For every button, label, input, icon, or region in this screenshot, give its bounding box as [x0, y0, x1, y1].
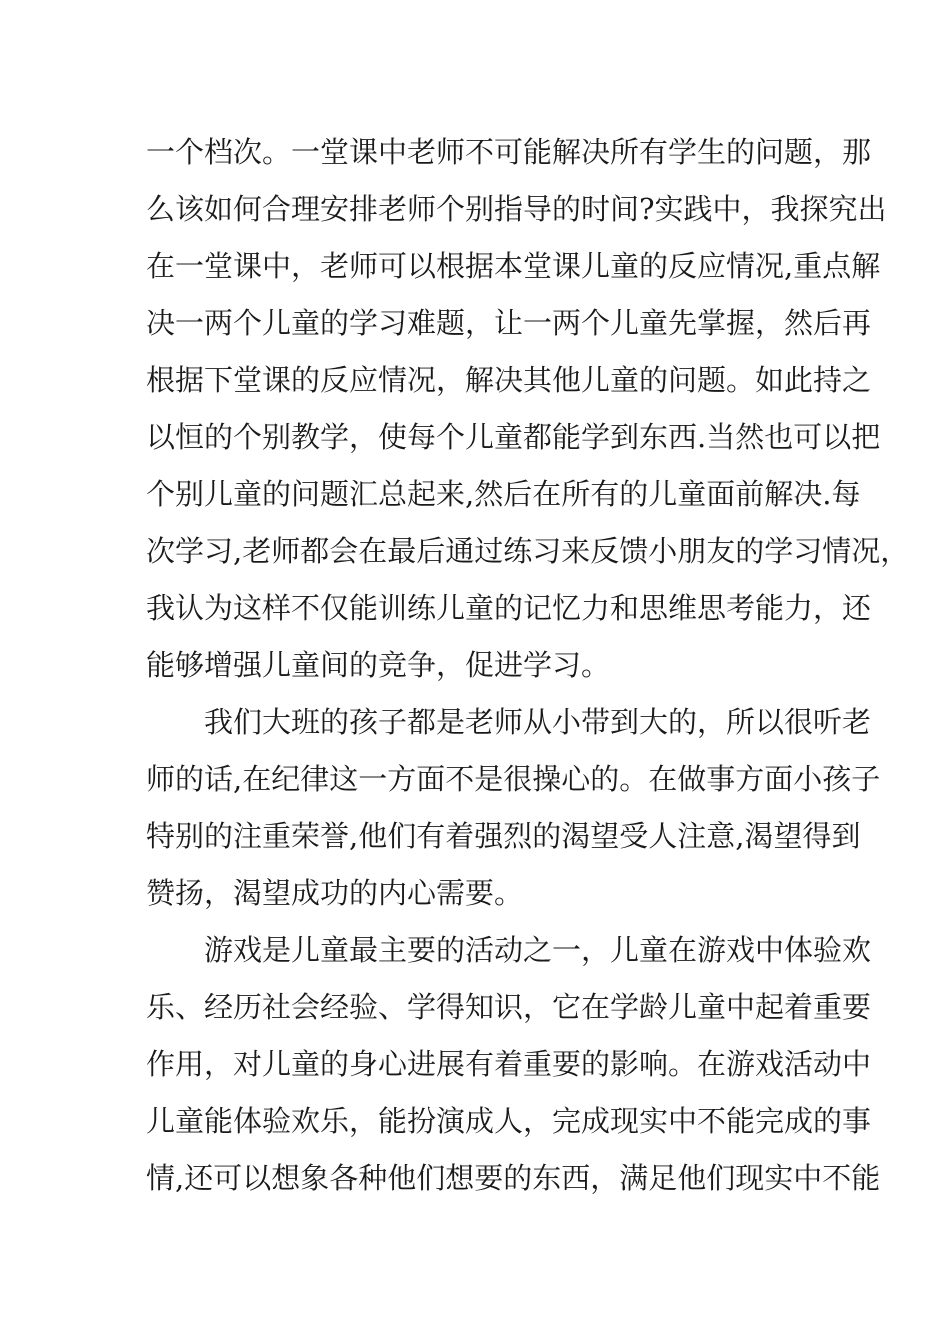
text-line-9: 我认为这样不仅能训练儿童的记忆力和思维思考能力，还 — [146, 591, 872, 625]
text-line-13: 特别的注重荣誉,他们有着强烈的渴望受人注意,渴望得到 — [146, 819, 861, 853]
text-line-5: 根据下堂课的反应情况，解决其他儿童的问题。如此持之 — [146, 363, 872, 397]
text-line-12: 师的话,在纪律这一方面不是很操心的。在做事方面小孩子 — [146, 762, 881, 796]
body-text — [146, 124, 910, 1207]
text-line-16: 乐、经历社会经验、学得知识，它在学龄儿童中起着重要 — [146, 990, 872, 1024]
text-line-15: 游戏是儿童最主要的活动之一，儿童在游戏中体验欢 — [204, 933, 872, 967]
text-line-7: 个别儿童的问题汇总起来,然后在所有的儿童面前解决.每 — [146, 477, 861, 511]
text-line-17: 作用，对儿童的身心进展有着重要的影响。在游戏活动中 — [146, 1047, 872, 1081]
text-line-6: 以恒的个别教学，使每个儿童都能学到东西.当然也可以把 — [146, 420, 881, 454]
text-line-8: 次学习,老师都会在最后通过练习来反馈小朋友的学习情况， — [146, 534, 910, 568]
text-line-1: 一个档次。一堂课中老师不可能解决所有学生的问题，那 — [146, 135, 872, 169]
text-line-10: 能够增强儿童间的竞争，促进学习。 — [146, 648, 611, 682]
text-line-14: 赞扬，渴望成功的内心需要。 — [146, 876, 524, 910]
text-line-18: 儿童能体验欢乐，能扮演成人，完成现实中不能完成的事 — [146, 1104, 872, 1138]
text-line-3: 在一堂课中，老师可以根据本堂课儿童的反应情况,重点解 — [146, 249, 881, 283]
text-line-19: 情,还可以想象各种他们想要的东西，满足他们现实中不能 — [146, 1161, 881, 1195]
text-line-11: 我们大班的孩子都是老师从小带到大的，所以很听老 — [204, 705, 872, 739]
text-line-2: 么该如何合理安排老师个别指导的时间?实践中，我探究出 — [146, 192, 887, 226]
text-line-4: 决一两个儿童的学习难题，让一两个儿童先掌握，然后再 — [146, 306, 872, 340]
